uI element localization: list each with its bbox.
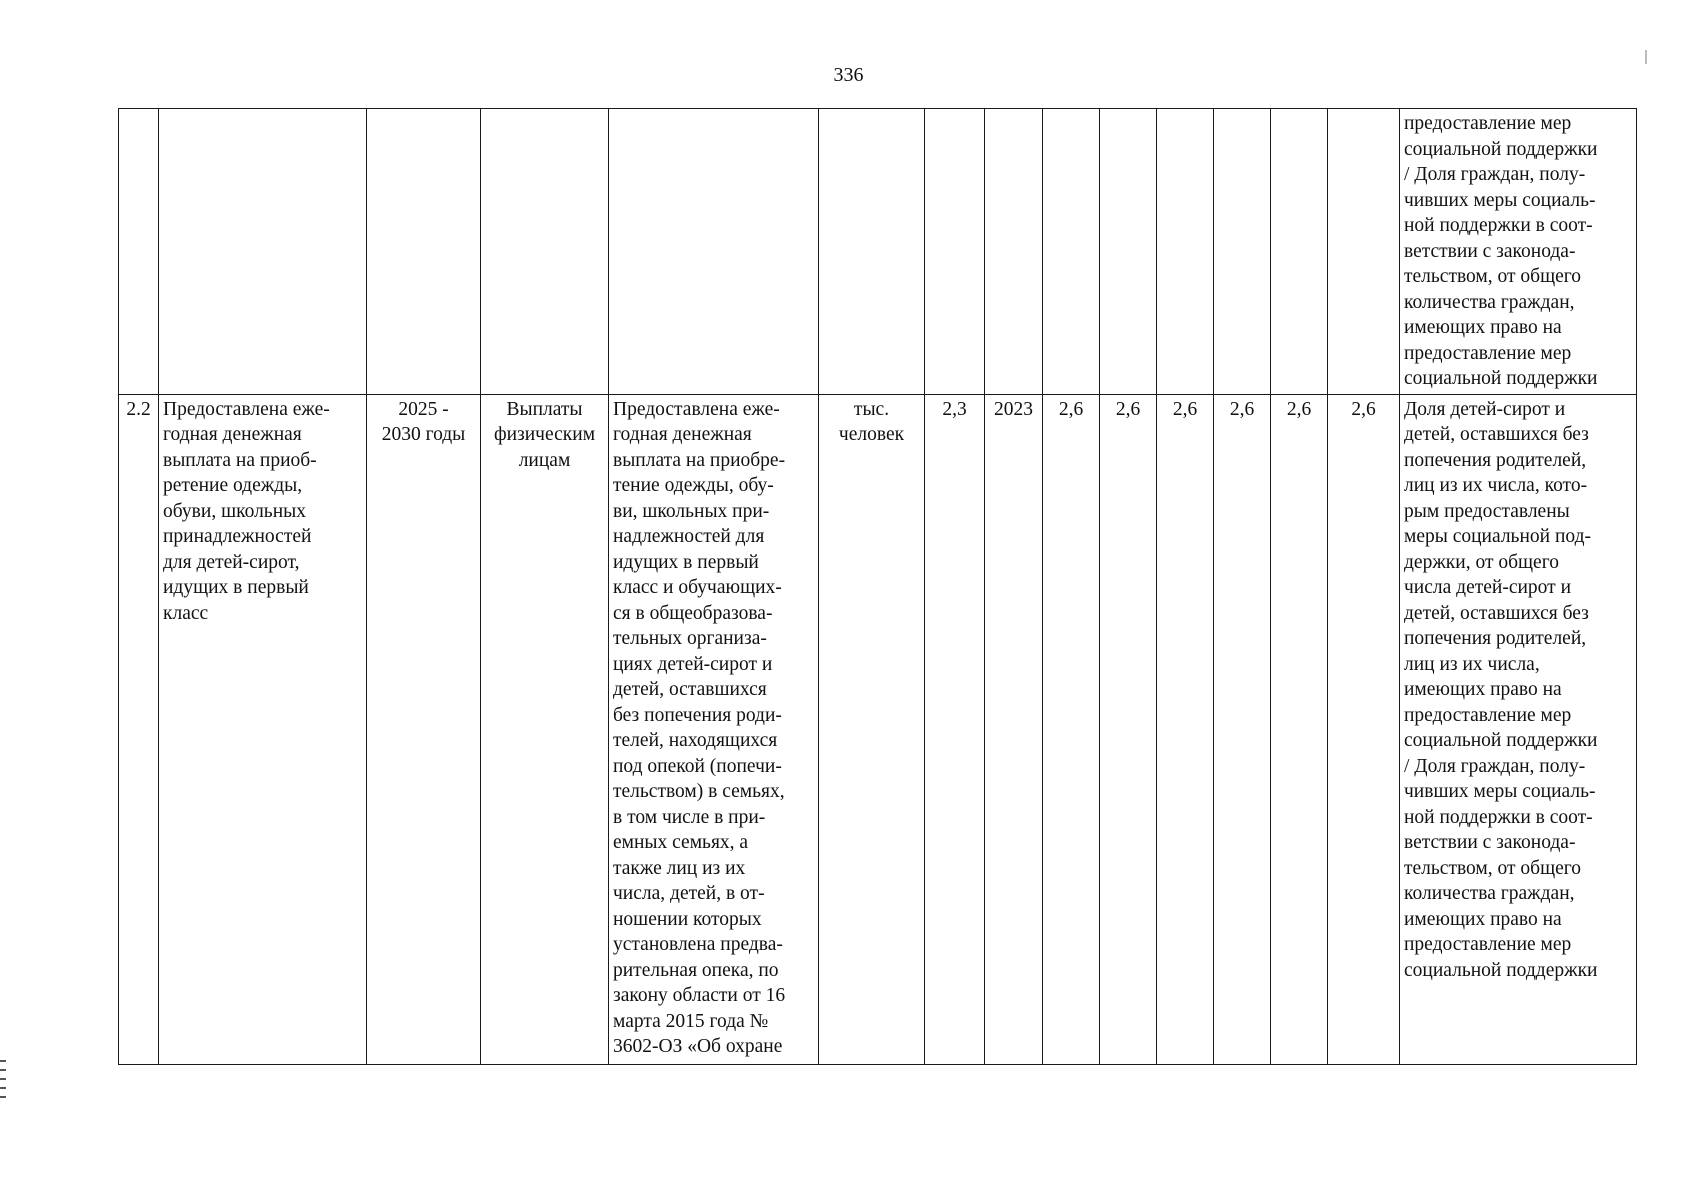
cell-value xyxy=(1100,109,1157,395)
cell-type xyxy=(481,109,609,395)
cell-unit: тыс. человек xyxy=(819,394,925,1064)
cell-base-value xyxy=(925,109,985,395)
cell-value-2025: 2,6 xyxy=(1043,394,1100,1064)
cell-value-2030: 2,6 xyxy=(1328,394,1400,1064)
cell-indicator: Доля детей-сирот и детей, оставшихся без попечения родителей, лиц из их числа, кото- рым предоставлены меры социальной под- держки, от общего числа детей-сирот и детей, оставшихся без попечения родителей, лиц из их числа, имеющих право на предоставление мер социальной поддержки / Доля граждан, полу- чивших меры социаль- ной поддержки в соот- ветствии с законода- тельством, от общего количества граждан, имеющих право на предоставление мер социальной поддержки xyxy=(1400,394,1637,1064)
cell-value xyxy=(1328,109,1400,395)
cell-period: 2025 - 2030 годы xyxy=(367,394,481,1064)
scan-margin-marks xyxy=(0,1060,6,1105)
cell-value-2026: 2,6 xyxy=(1100,394,1157,1064)
cell-base-value: 2,3 xyxy=(925,394,985,1064)
cell-value-2029: 2,6 xyxy=(1271,394,1328,1064)
cell-indicator: предоставление мер социальной поддержки / Доля граждан, полу- чивших меры социаль- ной поддержки в соот- ветствии с законода- тельством, от общего количества граждан, имеющих право на предоставление мер социальной поддержки xyxy=(1400,109,1637,395)
program-table xyxy=(118,108,1637,1065)
table-row xyxy=(119,109,1637,395)
cell-value-2028: 2,6 xyxy=(1214,394,1271,1064)
cell-num xyxy=(119,109,159,395)
cell-period xyxy=(367,109,481,395)
cell-task xyxy=(159,109,367,395)
cell-value xyxy=(1043,109,1100,395)
cell-description xyxy=(609,109,819,395)
cell-value xyxy=(1271,109,1328,395)
cell-type: Выплаты физическим лицам xyxy=(481,394,609,1064)
table-row xyxy=(119,394,1637,1064)
cell-value-2027: 2,6 xyxy=(1157,394,1214,1064)
cell-num: 2.2 xyxy=(119,394,159,1064)
cell-description: Предоставлена еже- годная денежная выплата на приобре- тение одежды, обу- ви, школьных при- надлежностей для идущих в первый класс и обучающих- ся в общеобразова- тельных организа- циях детей-сирот и детей, оставшихся без попечения роди- телей, находящихся под опекой (попечи- тельством) в семьях, в том числе в при- емных семьях, а также лиц из их числа, детей, в от- ношении которых установлена предва- рительная опека, по закону области от 16 марта 2015 года № 3602-ОЗ «Об охране xyxy=(609,394,819,1064)
cell-unit xyxy=(819,109,925,395)
page-number: 336 xyxy=(833,64,864,86)
cell-value xyxy=(1157,109,1214,395)
cell-value xyxy=(1214,109,1271,395)
scan-tick xyxy=(1645,50,1647,64)
cell-base-year xyxy=(985,109,1043,395)
cell-task: Предоставлена еже- годная денежная выплата на приоб- ретение одежды, обуви, школьных принадлежностей для детей-сирот, идущих в первый класс xyxy=(159,394,367,1064)
cell-base-year: 2023 xyxy=(985,394,1043,1064)
